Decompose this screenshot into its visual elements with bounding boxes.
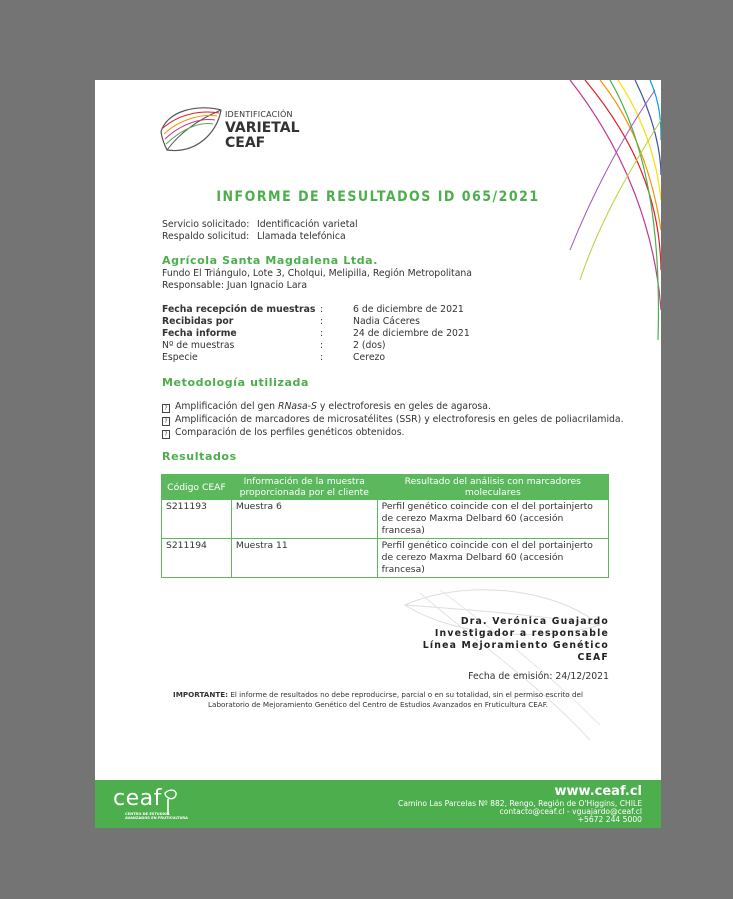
detail-sep: :: [320, 328, 324, 339]
table-cell: Muestra 11: [231, 539, 377, 578]
footer-website[interactable]: www.ceaf.cl: [554, 784, 642, 799]
service-label: Servicio solicitado:: [162, 219, 250, 230]
signature-org: CEAF: [577, 652, 609, 663]
footer-logo-sub: [125, 812, 188, 820]
logo-line-3: CEAF: [225, 135, 266, 151]
issue-date: Fecha de emisión: 24/12/2021: [468, 671, 609, 682]
logo-text: [225, 111, 300, 150]
detail-label-samples: Nº de muestras: [162, 340, 235, 351]
varietal-leaf-logo-icon: [159, 104, 223, 156]
detail-label-reception: Fecha recepción de muestras: [162, 304, 316, 315]
footer-logo-sub-1: CENTRO DE ESTUDIOS: [125, 812, 170, 816]
footer-email[interactable]: contacto@ceaf.cl - vguajardo@ceaf.cl: [499, 807, 642, 816]
column-header: Código CEAF: [162, 475, 232, 500]
methodology-item-text: Amplificación de marcadores de microsatélites (SSR) y electroforesis en geles de poliacrilamida.: [175, 414, 624, 425]
report-page: [95, 80, 661, 828]
footer-bar: [95, 780, 661, 828]
footer-phone: +5672 244 5000: [577, 815, 642, 824]
gene-name: RNasa-S: [278, 401, 317, 412]
table-cell: S211194: [162, 539, 232, 578]
methodology-item-text: y electroforesis en geles de agarosa.: [316, 401, 491, 412]
results-heading: Resultados: [162, 450, 237, 463]
table-cell: S211193: [162, 500, 232, 539]
results-table: [161, 474, 609, 578]
detail-sep: :: [320, 316, 324, 327]
detail-label-species: Especie: [162, 352, 198, 363]
report-title: INFORME DE RESULTADOS ID 065/2021: [216, 189, 540, 205]
client-responsible: Responsable: Juan Ignacio Lara: [162, 280, 308, 291]
table-cell: Perfil genético coincide con el del portainjerto de cerezo Maxma Delbard 60 (accesión francesa): [377, 500, 608, 539]
column-header: Resultado del análisis con marcadores moleculares: [377, 475, 608, 500]
table-header-row: [162, 475, 609, 500]
table-row: [162, 500, 609, 539]
methodology-item-text: Comparación de los perfiles genéticos obtenidos.: [175, 427, 405, 438]
methodology-item-text: Amplificación del gen: [175, 401, 279, 412]
table-cell: Muestra 6: [231, 500, 377, 539]
bullet-icon: ?: [162, 430, 170, 439]
methodology-item: [162, 414, 624, 426]
signature-line: Línea Mejoramiento Genético: [422, 640, 609, 651]
logo-line-1: IDENTIFICACIÓN: [225, 110, 293, 119]
bullet-icon: ?: [162, 417, 170, 426]
client-address: Fundo El Triángulo, Lote 3, Cholqui, Melipilla, Región Metropolitana: [162, 268, 472, 279]
important-label: IMPORTANTE:: [173, 690, 229, 699]
detail-sep: :: [320, 352, 324, 363]
client-name: Agrícola Santa Magdalena Ltda.: [162, 254, 378, 267]
signature-role: Investigador a responsable: [434, 628, 609, 639]
leaf-watermark-icon: [400, 585, 610, 745]
detail-value-reception: 6 de diciembre de 2021: [353, 304, 464, 315]
logo-line-2: VARIETAL: [225, 120, 300, 136]
footer-address: Camino Las Parcelas Nº 882, Rengo, Región de O'Higgins, CHILE: [398, 799, 642, 808]
detail-value-species: Cerezo: [353, 352, 386, 363]
detail-value-received-by: Nadia Cáceres: [353, 316, 420, 327]
detail-sep: :: [320, 340, 324, 351]
request-value: Llamada telefónica: [257, 231, 346, 242]
detail-value-report-date: 24 de diciembre de 2021: [353, 328, 470, 339]
methodology-item: [162, 401, 491, 413]
signature-name: Dra. Verónica Guajardo: [460, 616, 609, 627]
table-cell: Perfil genético coincide con el del portainjerto de cerezo Maxma Delbard 60 (accesión francesa): [377, 539, 608, 578]
table-row: [162, 539, 609, 578]
decorative-lines: [540, 80, 661, 340]
service-value: Identificación varietal: [257, 219, 358, 230]
footer-logo-sub-2: AVANZADOS EN FRUTICULTURA: [125, 816, 188, 820]
important-note-line-1: [95, 690, 661, 699]
detail-label-report-date: Fecha informe: [162, 328, 237, 339]
detail-label-received-by: Recibidas por: [162, 316, 234, 327]
detail-sep: :: [320, 304, 324, 315]
detail-value-samples: 2 (dos): [353, 340, 386, 351]
column-header: Información de la muestra proporcionada por el cliente: [231, 475, 377, 500]
important-note-line-2: Laboratorio de Mejoramiento Genético del Centro de Estudios Avanzados en Fruticultura CEAF.: [208, 700, 548, 709]
footer-logo-text: ceaf: [113, 786, 162, 811]
important-text: El informe de resultados no debe reproducirse, parcial o en su totalidad, sin el permiso escrito del: [228, 690, 583, 699]
request-label: Respaldo solicitud:: [162, 231, 250, 242]
methodology-heading: Metodología utilizada: [162, 376, 310, 389]
methodology-item: [162, 427, 405, 439]
bullet-icon: ?: [162, 404, 170, 413]
